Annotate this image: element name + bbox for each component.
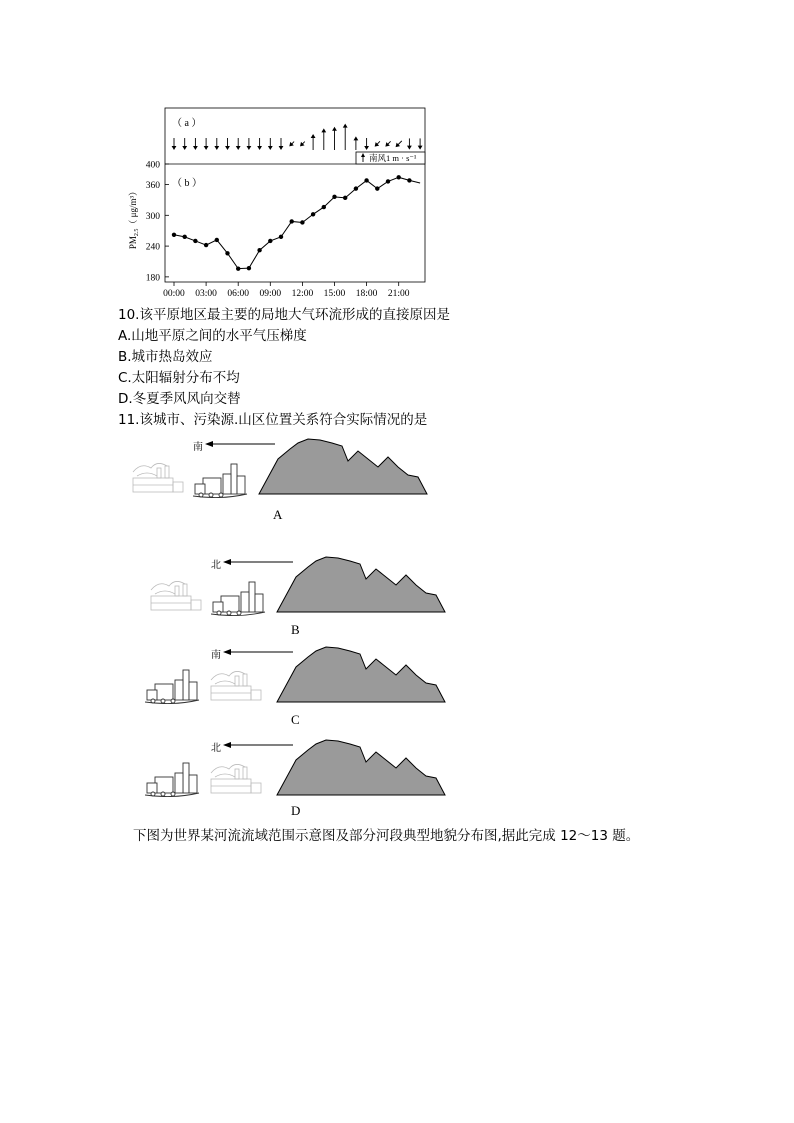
panel-b-label: （ b ） — [172, 178, 202, 189]
question-10-option-b[interactable]: B.城市热岛效应 — [118, 349, 213, 365]
pm25-data-point — [397, 175, 401, 179]
question-10-option-a[interactable]: A.山地平原之间的水平气压梯度 — [118, 328, 307, 344]
panel-a-label: （ a ） — [172, 118, 202, 129]
x-ticks — [163, 282, 410, 299]
pm25-data-point — [225, 251, 229, 255]
wind-arrow — [385, 141, 390, 146]
wind-arrow — [418, 138, 423, 149]
wind-arrow — [182, 138, 187, 150]
direction-label: 南 — [193, 442, 203, 453]
x-tick-label: 09:00 — [259, 289, 282, 299]
y-tick-label: 180 — [145, 273, 160, 284]
pollution-source-icon — [205, 761, 267, 797]
wind-arrow — [375, 141, 380, 146]
wind-arrow — [321, 128, 326, 150]
pollution-source-icon — [205, 668, 267, 704]
figure-option-d[interactable] — [143, 733, 453, 828]
pm25-data-point — [332, 195, 336, 199]
city-icon — [211, 580, 267, 616]
pm25-line — [172, 175, 420, 271]
x-tick-label: 06:00 — [227, 289, 250, 299]
x-tick-label: 15:00 — [323, 289, 346, 299]
wind-arrow — [396, 141, 402, 147]
figure-option-b[interactable] — [143, 550, 453, 645]
wind-arrow — [214, 138, 219, 150]
pm25-data-point — [354, 186, 358, 190]
pm25-data-point — [407, 178, 411, 182]
mountain-shape — [258, 437, 430, 497]
pm25-data-point — [183, 235, 187, 239]
y-ticks — [146, 161, 169, 284]
pm25-data-point — [386, 179, 390, 183]
wind-legend-text: 南风1 m · s⁻¹ — [369, 153, 417, 163]
direction-label: 北 — [211, 560, 221, 571]
pm25-data-point — [172, 233, 176, 237]
figure-option-c[interactable] — [143, 640, 453, 735]
figure-label: B — [291, 622, 300, 637]
pm25-data-point — [300, 220, 304, 224]
y-tick-label: 240 — [145, 242, 160, 253]
wind-arrow — [289, 142, 294, 147]
wind-arrow — [332, 127, 337, 150]
pm25-data-point — [322, 205, 326, 209]
pm25-series-line — [174, 177, 420, 268]
wind-arrow — [225, 138, 230, 150]
direction-label: 北 — [211, 743, 221, 754]
wind-arrow — [279, 138, 284, 150]
wind-arrow — [236, 138, 241, 150]
city-icon — [145, 761, 201, 797]
direction-label: 南 — [211, 650, 221, 661]
mountain-shape — [276, 738, 448, 798]
question-11-stem: 11.该城市、污染源.山区位置关系符合实际情况的是 — [118, 412, 428, 428]
pm25-data-point — [268, 239, 272, 243]
x-tick-label: 18:00 — [355, 289, 378, 299]
wind-arrow — [343, 124, 348, 150]
x-tick-label: 21:00 — [387, 289, 410, 299]
pollution-source-icon — [127, 460, 187, 496]
wind-arrow — [204, 138, 209, 150]
pm25-data-point — [193, 239, 197, 243]
wind-arrow — [268, 138, 273, 150]
pm25-wind-chart — [120, 100, 440, 300]
question-10-option-d[interactable]: D.冬夏季风风向交替 — [118, 391, 241, 407]
pm25-data-point — [364, 178, 368, 182]
x-tick-label: 03:00 — [195, 289, 217, 299]
y-tick-label: 400 — [145, 160, 160, 171]
pm25-data-point — [375, 186, 379, 190]
city-icon — [145, 668, 201, 704]
pm25-data-point — [290, 219, 294, 223]
pm25-data-point — [204, 243, 208, 247]
mountain-shape — [276, 645, 448, 705]
figure-option-a[interactable] — [125, 432, 435, 527]
wind-arrow — [407, 138, 412, 149]
question-10-stem: 10.该平原地区最主要的局地大气环流形成的直接原因是 — [118, 307, 450, 323]
wind-arrow — [257, 138, 262, 150]
figure-label: C — [291, 712, 300, 727]
pollution-source-icon — [145, 578, 205, 614]
intro-text: 下图为世界某河流流域范围示意图及部分河段典型地貌分布图,据此完成 12～13 题。 — [133, 828, 640, 844]
wind-arrow — [300, 142, 305, 147]
mountain-shape — [276, 555, 448, 615]
pm25-data-point — [311, 212, 315, 216]
pm25-data-point — [247, 266, 251, 270]
wind-arrow — [364, 138, 369, 150]
question-10-option-c[interactable]: C.太阳辐射分布不均 — [118, 370, 240, 386]
pm25-data-point — [215, 238, 219, 242]
x-tick-label: 12:00 — [291, 289, 314, 299]
pm25-data-point — [343, 196, 347, 200]
city-icon — [193, 462, 249, 498]
figure-label: A — [273, 507, 283, 522]
pm25-data-point — [236, 266, 240, 270]
pm25-data-point — [257, 248, 261, 252]
chart-frame — [165, 108, 425, 282]
y-tick-label: 300 — [145, 211, 160, 222]
x-tick-label: 00:00 — [163, 289, 185, 299]
figure-label: D — [291, 803, 301, 818]
wind-arrow — [172, 138, 177, 150]
y-tick-label: 360 — [145, 181, 160, 192]
wind-arrow — [247, 138, 252, 150]
wind-arrow — [354, 136, 359, 150]
y-axis-label: $PM_{2.5}$（ μg/m³） — [128, 186, 140, 250]
wind-arrow — [193, 138, 198, 150]
wind-arrow — [311, 134, 316, 150]
pm25-data-point — [279, 235, 283, 239]
